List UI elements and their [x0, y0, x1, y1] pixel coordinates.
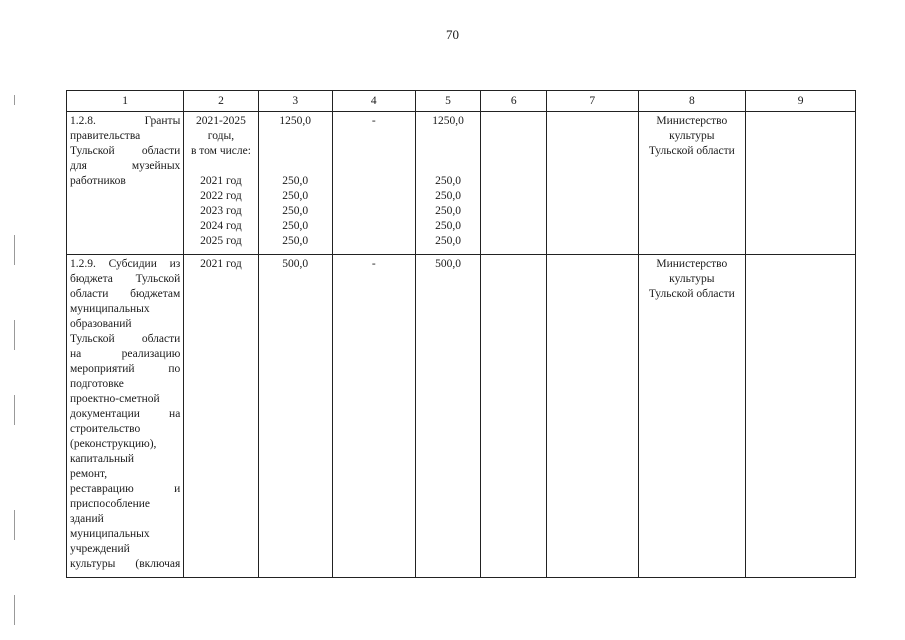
column-header: 4 [332, 91, 415, 112]
description-word: бюджетам [130, 288, 181, 300]
description-word: реализацию [121, 348, 181, 360]
description-word: Гранты [144, 115, 181, 127]
cell-line: 250,0 [282, 235, 309, 247]
column-header: 2 [184, 91, 258, 112]
description-word: (реконструкцию), [70, 438, 157, 450]
period-cell [184, 112, 258, 255]
description-word: образований [70, 318, 132, 330]
description-line [70, 144, 180, 159]
description-word: правительства [70, 130, 141, 142]
empty-cell [481, 255, 547, 578]
cell-line [262, 129, 329, 144]
activity-description-cell [67, 255, 184, 578]
column-header: 8 [638, 91, 746, 112]
description-word: на [70, 348, 82, 360]
description-word: муниципальных [70, 303, 150, 315]
description-word: Тульской [135, 273, 181, 285]
column-header: 5 [415, 91, 481, 112]
description-line [70, 497, 180, 512]
description-word: учреждений [70, 543, 130, 555]
cell-line: 2022 год [200, 190, 242, 202]
description-line [70, 174, 180, 189]
description-line [70, 114, 180, 129]
description-line [70, 302, 180, 317]
description-word: проектно-сметной [70, 393, 160, 405]
header-row [67, 91, 856, 112]
cell-line: 2021-2025 [196, 115, 246, 127]
description-word: подготовке [70, 378, 124, 390]
executor-cell [638, 255, 746, 578]
description-line [70, 452, 180, 467]
scan-margin-marks [14, 95, 16, 635]
cell-line: 250,0 [435, 235, 461, 247]
cell-line [419, 159, 478, 174]
description-word: и [174, 483, 181, 495]
description-line [70, 407, 180, 422]
column-5-cell [415, 255, 481, 578]
cell-line: Министерство [656, 258, 728, 270]
cell-line: 2024 год [200, 220, 242, 232]
description-line [70, 332, 180, 347]
cell-line: 250,0 [435, 175, 461, 187]
cell-line: 2023 год [200, 205, 242, 217]
cell-line: годы, [207, 130, 235, 142]
description-word: работников [70, 175, 126, 187]
description-word: зданий [70, 513, 104, 525]
column-header: 7 [547, 91, 638, 112]
total-amount-cell [258, 255, 332, 578]
cell-line: 2021 год [200, 175, 242, 187]
page-number: 70 [446, 27, 459, 42]
table-row [67, 112, 856, 255]
cell-line: 250,0 [282, 205, 309, 217]
description-line [70, 437, 180, 452]
description-word: 1.2.9. [70, 258, 96, 270]
cell-line: 500,0 [435, 258, 461, 270]
column-header: 3 [258, 91, 332, 112]
description-line [70, 159, 180, 174]
activity-description-cell [67, 112, 184, 255]
description-line [70, 287, 180, 302]
description-word: (включая [135, 558, 181, 570]
cell-line [419, 129, 478, 144]
description-word: области [141, 145, 181, 157]
total-amount-cell [258, 112, 332, 255]
description-word: строительство [70, 423, 141, 435]
description-word: 1.2.8. [70, 115, 96, 127]
table-row [67, 255, 856, 578]
cell-line: 250,0 [282, 220, 309, 232]
description-word: реставрацию [70, 483, 134, 495]
description-line [70, 392, 180, 407]
cell-line [419, 144, 478, 159]
period-cell [184, 255, 258, 578]
column-4-cell: - [332, 112, 415, 255]
description-line [70, 129, 180, 144]
description-word: приспособление [70, 498, 151, 510]
description-line [70, 542, 180, 557]
empty-cell [746, 112, 856, 255]
description-line [70, 347, 180, 362]
column-header: 9 [746, 91, 856, 112]
cell-line: 2025 год [200, 235, 242, 247]
cell-line: 250,0 [282, 190, 309, 202]
empty-cell [547, 255, 638, 578]
description-word: капитальный [70, 453, 135, 465]
description-word: бюджета [70, 273, 113, 285]
executor-cell [638, 112, 746, 255]
description-line [70, 467, 180, 482]
cell-line: Тульской области [648, 288, 735, 300]
description-line [70, 512, 180, 527]
description-word: по [168, 363, 181, 375]
description-line [70, 272, 180, 287]
description-line [70, 362, 180, 377]
cell-line: 500,0 [282, 258, 309, 270]
column-4-cell: - [332, 255, 415, 578]
cell-line: 1250,0 [279, 115, 312, 127]
description-word: Тульской [70, 333, 115, 345]
description-line [70, 557, 180, 572]
cell-line [262, 159, 329, 174]
description-word: Тульской [70, 145, 115, 157]
description-word: документации [70, 408, 140, 420]
description-line [70, 422, 180, 437]
description-word: культуры [70, 558, 116, 570]
description-word: области [70, 288, 109, 300]
description-word: области [141, 333, 181, 345]
description-word: ремонт, [70, 468, 108, 480]
description-line [70, 482, 180, 497]
cell-line: в том числе: [190, 145, 251, 157]
cell-line: 250,0 [435, 205, 461, 217]
description-line [70, 257, 180, 272]
cell-line [262, 144, 329, 159]
column-header: 1 [67, 91, 184, 112]
empty-cell [481, 112, 547, 255]
description-word: из [169, 258, 181, 270]
empty-cell [547, 112, 638, 255]
cell-line: 2021 год [200, 258, 242, 270]
cell-line: 250,0 [435, 220, 461, 232]
description-word: Субсидии [108, 258, 157, 270]
cell-line: Министерство [656, 115, 728, 127]
budget-table [66, 90, 856, 578]
cell-line: 250,0 [435, 190, 461, 202]
description-word: мероприятий [70, 363, 135, 375]
column-5-cell [415, 112, 481, 255]
cell-line: 250,0 [282, 175, 309, 187]
description-word: для [70, 160, 87, 172]
cell-line: культуры [669, 130, 715, 142]
description-line [70, 377, 180, 392]
description-line [70, 317, 180, 332]
cell-line [187, 159, 254, 174]
description-word: муниципальных [70, 528, 150, 540]
column-header: 6 [481, 91, 547, 112]
description-line [70, 527, 180, 542]
description-word: музейных [131, 160, 181, 172]
description-word: на [169, 408, 181, 420]
cell-line: Тульской области [648, 145, 735, 157]
cell-line: 1250,0 [432, 115, 464, 127]
empty-cell [746, 255, 856, 578]
cell-line: культуры [669, 273, 715, 285]
